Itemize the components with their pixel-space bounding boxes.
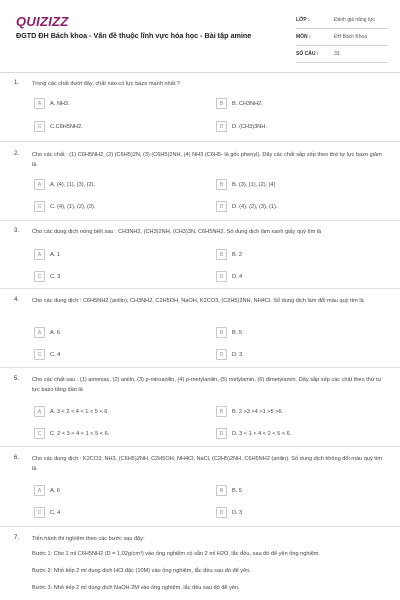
option-letter-box: B (216, 249, 227, 260)
option-letter-box: A (34, 406, 45, 417)
option-text: A. 1 (50, 251, 60, 258)
option-d[interactable] (216, 271, 242, 282)
option-letter-box: B (216, 179, 227, 190)
option-text: A. 6 (50, 329, 60, 336)
option-text: A. (4), (1), (3), (2). (50, 181, 96, 188)
header-divider (0, 72, 400, 73)
question-separator (0, 288, 400, 289)
option-c[interactable] (34, 507, 60, 518)
option-text: B. CH3NH2. (232, 100, 263, 107)
option-text: D. (CH3)3NH. (232, 123, 267, 130)
option-b[interactable] (216, 249, 242, 260)
option-b[interactable] (216, 179, 276, 190)
option-letter-box: D (216, 428, 227, 439)
meta-value: Đánh giá năng lực (334, 17, 375, 23)
option-letter-box: C (34, 507, 45, 518)
option-a[interactable] (34, 179, 95, 190)
option-text: B. 5 (232, 487, 242, 494)
option-b[interactable] (216, 327, 242, 338)
experiment-step: Bước 1: Cho 1 ml C6H5NH2 (D = 1,02g/cm³) vào ống nghiệm có sẵn 2 ml H2O, lắc đều, sau đó để yên ống nghiệm. (32, 551, 321, 557)
option-letter-box: D (216, 507, 227, 518)
meta-label: MÔN : (296, 34, 311, 40)
meta-row-class (296, 12, 388, 29)
option-a[interactable] (34, 406, 109, 417)
question-number: 2. (14, 151, 20, 157)
question-number: 1. (14, 80, 20, 86)
option-letter-box: A (34, 179, 45, 190)
option-c[interactable] (34, 201, 95, 212)
option-b[interactable] (216, 406, 283, 417)
option-a[interactable] (34, 485, 60, 496)
question-text: Trong các chất dưới đây, chất nào có lực bazo mạnh nhất ? (32, 81, 180, 87)
option-c[interactable] (34, 349, 60, 360)
experiment-step: Bước 3: Nhỏ tiếp 2 ml dung dịch NaOH 2M vào ống nghiệm, lắc đều sau đó để yên. (32, 585, 240, 591)
question-number: 4. (14, 297, 20, 303)
option-letter-box: C (34, 349, 45, 360)
question-text: Cho các chất : (1) C6H5NH2, (2) (C6H5)2N, (3) (C6H5)2NH, (4) NH3 (C6H5- là gốc phenyl). Dãy các chất sắp xếp theo thứ tự lực bazo giảm là (32, 152, 382, 168)
option-letter-box: A (34, 485, 45, 496)
question-text: Tiến hành thí nghiệm theo các bước sau đây: (32, 536, 145, 542)
option-text: A. NH3. (50, 100, 70, 107)
option-d[interactable] (216, 507, 242, 518)
option-text: B. 2 >3 >4 >1 >5 >6. (232, 408, 284, 415)
option-text: B. 5 (232, 329, 242, 336)
meta-value: ĐH Bách Khoa (334, 34, 368, 40)
document-title: ĐGTD ĐH Bách khoa - Vấn đề thuộc lĩnh vực hóa học - Bài tập amine (16, 31, 252, 40)
option-c[interactable] (34, 121, 83, 132)
option-a[interactable] (34, 327, 60, 338)
question-separator (0, 367, 400, 368)
option-letter-box: A (34, 249, 45, 260)
meta-row-subject (296, 29, 388, 46)
option-letter-box: C (34, 201, 45, 212)
option-text: C. 3 (50, 273, 61, 280)
meta-row-count (296, 46, 388, 63)
question-separator (0, 446, 400, 447)
option-text: C.C6H5NH2. (50, 123, 83, 130)
option-letter-box: A (34, 327, 45, 338)
option-letter-box: B (216, 327, 227, 338)
question-text: Cho các chất sau : (1) amoniac, (2) anilin, (3) p-nitroanilin, (4) p-metylanilin, (5) metylamin, (6) đimetylamin. Dãy sắp xếp các chất theo thứ tự lực bazo tăng dần là (32, 377, 382, 393)
option-letter-box: A (34, 98, 45, 109)
option-text: C. (4), (1), (2), (3). (50, 203, 96, 210)
option-letter-box: C (34, 271, 45, 282)
option-text: B. 2 (232, 251, 242, 258)
option-letter-box: B (216, 406, 227, 417)
option-letter-box: B (216, 485, 227, 496)
option-letter-box: D (216, 201, 227, 212)
question-number: 3. (14, 228, 20, 234)
option-text: C. 2 < 3 < 4 < 1 < 5 < 6. (50, 430, 110, 437)
option-letter-box: D (216, 121, 227, 132)
question-number: 7. (14, 535, 20, 541)
question-text: Cho các dung dịch : C6H5NH2 (anilin), CH3NH2, C2H5OH, NaOH, K2CO3, (C2H5)2NH, NH4Cl. Số dung dịch làm đổi màu quỳ tím là (32, 298, 364, 304)
option-text: D. 3 (232, 509, 243, 516)
option-text: D. (4), (2), (3), (1). (232, 203, 278, 210)
option-text: B. (3), (1), (2), (4) (232, 181, 276, 188)
question-text: Cho các dung dịch : K2CO3, NH3, (C6H5)2NH, C2H5OH, NH4Cl, NaCl, (C2H5)2NH, C6H5NH2 (anilin). Số dung dịch không đổi màu quỳ tím là (32, 456, 383, 472)
option-b[interactable] (216, 485, 242, 496)
option-text: C. 4 (50, 351, 61, 358)
option-letter-box: C (34, 121, 45, 132)
question-separator (0, 526, 400, 527)
option-letter-box: C (34, 428, 45, 439)
question-separator (0, 141, 400, 142)
option-c[interactable] (34, 271, 60, 282)
question-number: 5. (14, 376, 20, 382)
question-number: 6. (14, 455, 20, 461)
option-b[interactable] (216, 98, 263, 109)
option-d[interactable] (216, 428, 291, 439)
option-c[interactable] (34, 428, 109, 439)
question-separator (0, 220, 400, 221)
option-letter-box: B (216, 98, 227, 109)
option-text: D. 3 < 1 < 4 < 2 < 5 < 6. (232, 430, 292, 437)
option-text: A. 6 (50, 487, 60, 494)
meta-table (296, 12, 388, 63)
option-d[interactable] (216, 201, 277, 212)
document-header (0, 0, 400, 70)
option-d[interactable] (216, 349, 242, 360)
option-text: D. 3 (232, 351, 243, 358)
option-a[interactable] (34, 98, 70, 109)
meta-value: 33 (334, 51, 340, 57)
meta-label: LỚP : (296, 17, 310, 23)
option-text: A. 3 < 2 < 4 < 1 < 5 < 6. (50, 408, 109, 415)
option-letter-box: D (216, 271, 227, 282)
option-text: C. 4 (50, 509, 61, 516)
option-d[interactable] (216, 121, 267, 132)
option-text: D. 4 (232, 273, 243, 280)
experiment-step: Bước 2: Nhỏ tiếp 2 ml dung dịch HCl đặc (10M) vào ống nghiệm, lắc đều sau đó để yên. (32, 568, 251, 574)
quizizz-logo: QUIZIZZ (16, 14, 69, 29)
option-a[interactable] (34, 249, 60, 260)
option-letter-box: D (216, 349, 227, 360)
meta-label: SỐ CÂU : (296, 51, 319, 57)
question-text: Cho các dung dịch nóng biệt sau : CH3NH2, (CH3)2NH, (CH3)3N, C6H5NH2. Số dung dịch làm xanh giấy quỳ tím là (32, 229, 322, 235)
